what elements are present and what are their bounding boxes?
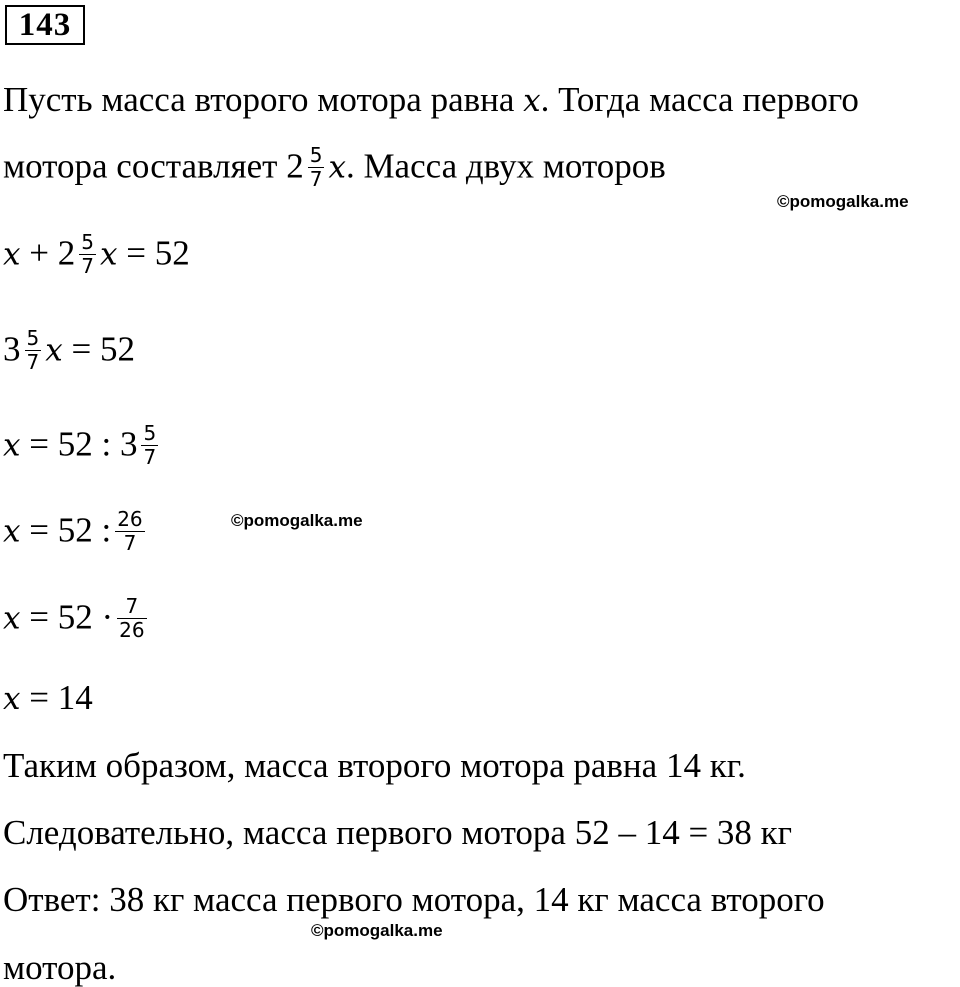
fraction xyxy=(79,231,96,278)
fraction xyxy=(115,508,144,555)
equation-text: 3 xyxy=(3,329,21,369)
answer-line-2: мотора. xyxy=(3,948,117,987)
task-number: 143 xyxy=(18,6,72,43)
fraction-numerator: 5 xyxy=(143,421,157,445)
watermark: ©pomogalka.me xyxy=(311,921,443,940)
conclusion-2: Следовательно, масса первого мотора 52 – 14 = 38 кг xyxy=(3,813,793,852)
conclusion-1: Таким образом, масса второго мотора равна 14 кг. xyxy=(3,746,746,785)
variable-x: x xyxy=(3,513,21,550)
equation-text: = 52 : xyxy=(20,510,112,550)
fraction-numerator: 5 xyxy=(309,143,323,167)
intro-line-1 xyxy=(3,82,859,117)
equation-text: = 52 xyxy=(62,329,135,369)
variable-x: x xyxy=(3,427,21,464)
fraction-numerator: 5 xyxy=(81,230,94,254)
equation-text: + 2 xyxy=(20,233,76,273)
equation-text: = 14 xyxy=(20,678,93,717)
variable-x: x xyxy=(99,236,118,273)
answer-line-1: Ответ: 38 кг масса первого мотора, 14 кг масса второго xyxy=(3,880,825,919)
equation-text: = 52 · xyxy=(20,597,114,637)
equation-5 xyxy=(3,594,151,644)
variable-x: x xyxy=(45,332,63,369)
fraction-numerator: 26 xyxy=(117,507,143,531)
fraction xyxy=(308,144,325,191)
intro-text-2b: . Масса двух моторов xyxy=(345,146,666,186)
variable-x: x xyxy=(328,149,346,186)
fraction-denominator: 7 xyxy=(123,531,137,555)
fraction xyxy=(141,422,158,469)
task-number-box xyxy=(5,5,85,45)
fraction-numerator: 7 xyxy=(117,595,146,619)
intro-text-1a: Пусть масса второго мотора равна xyxy=(3,80,524,119)
equation-3 xyxy=(3,421,162,471)
watermark: ©pomogalka.me xyxy=(777,192,909,211)
watermark: ©pomogalka.me xyxy=(231,511,363,530)
equation-text: = 52 : 3 xyxy=(20,424,138,464)
fraction-denominator: 7 xyxy=(143,445,157,469)
equation-2 xyxy=(3,326,135,376)
fraction-numerator: 5 xyxy=(26,326,40,350)
equation-6 xyxy=(3,680,93,715)
fraction-denominator: 26 xyxy=(119,618,145,642)
variable-x: x xyxy=(3,681,21,717)
fraction-denominator: 7 xyxy=(26,350,40,374)
fraction-denominator: 7 xyxy=(309,167,323,191)
fraction xyxy=(25,327,42,374)
equation-text: = 52 xyxy=(117,233,190,273)
variable-x: x xyxy=(3,600,21,637)
fraction xyxy=(117,595,146,642)
variable-x: x xyxy=(523,83,541,119)
equation-1 xyxy=(3,230,190,280)
variable-x: x xyxy=(3,236,21,273)
intro-line-2 xyxy=(3,143,666,193)
intro-text-2a: мотора составляет 2 xyxy=(3,146,304,186)
intro-text-1b: . Тогда масса первого xyxy=(540,80,859,119)
equation-4 xyxy=(3,507,149,557)
fraction-denominator: 7 xyxy=(81,254,94,278)
